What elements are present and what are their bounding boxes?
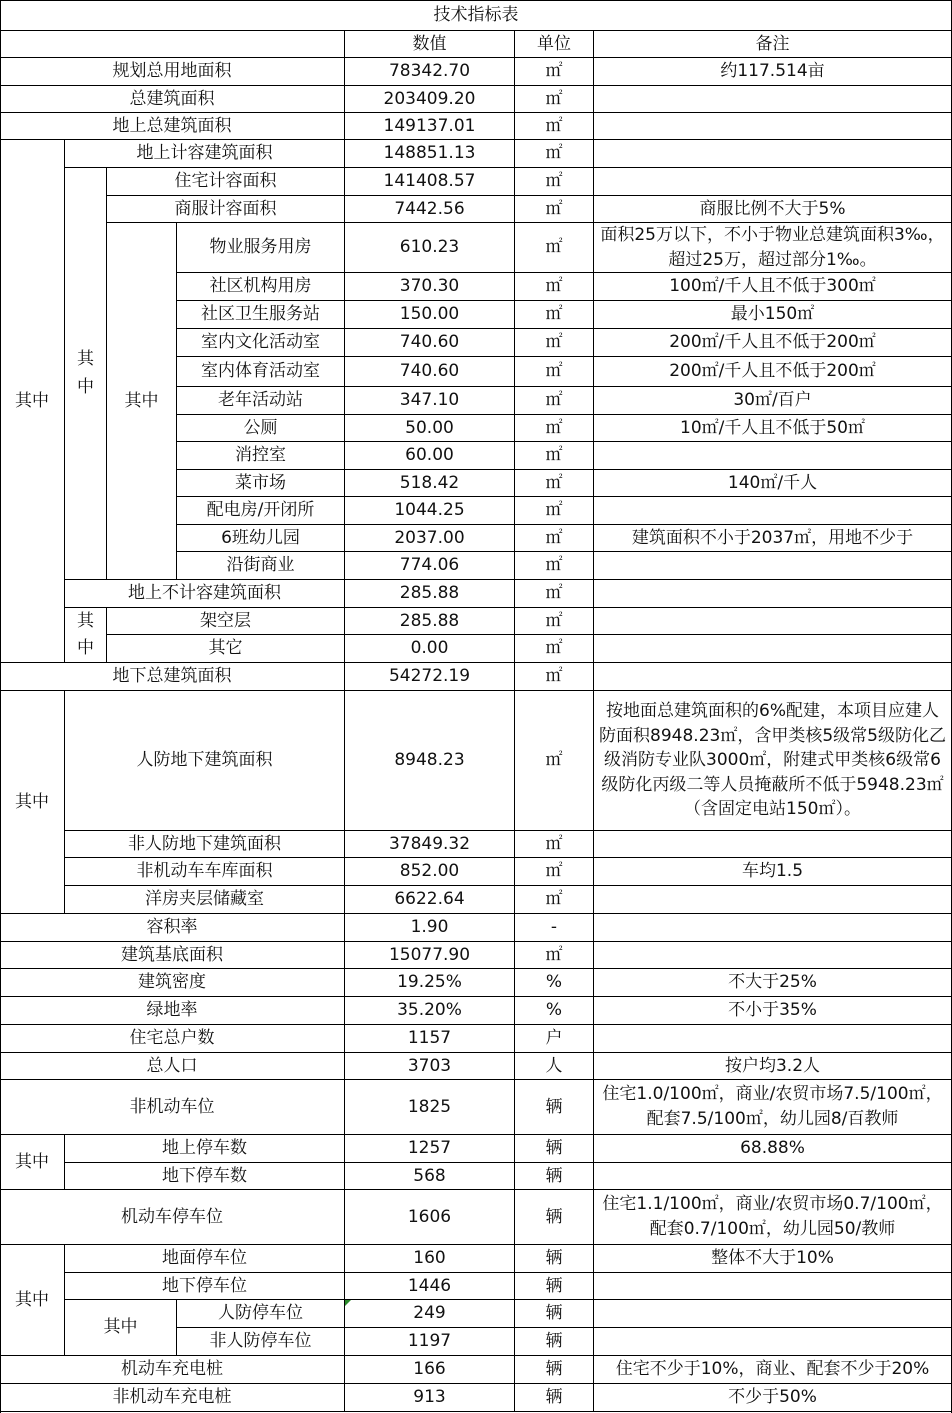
row-remark: 建筑面积不小于2037㎡，用地不少于 <box>594 525 952 552</box>
row-unit: ㎡ <box>515 525 594 552</box>
row-label: 非人防地下建筑面积 <box>65 831 345 858</box>
row-unit: ㎡ <box>515 608 594 635</box>
row-unit: ㎡ <box>515 58 594 86</box>
row-unit: ㎡ <box>515 942 594 969</box>
row-remark <box>594 113 952 140</box>
row-label: 非机动车充电桩 <box>0 1384 345 1412</box>
row-remark <box>594 580 952 608</box>
row-remark: 200㎡/千人且不低于200㎡ <box>594 357 952 387</box>
row-remark: 最小150㎡ <box>594 301 952 329</box>
row-label: 非人防停车位 <box>177 1328 345 1356</box>
row-unit: 辆 <box>515 1273 594 1300</box>
row-value: 1197 <box>345 1328 515 1356</box>
row-value: 1825 <box>345 1080 515 1135</box>
row-value: 740.60 <box>345 329 515 357</box>
row-value: 203409.20 <box>345 86 515 113</box>
row-remark: 不少于50% <box>594 1384 952 1412</box>
row-value: 37849.32 <box>345 831 515 858</box>
group-cell: 其中 <box>0 1245 65 1356</box>
row-label: 非机动车位 <box>0 1080 345 1135</box>
row-remark: 住宅1.1/100㎡，商业/农贸市场0.7/100㎡，配套0.7/100㎡，幼儿园50/教师 <box>594 1190 952 1245</box>
row-label: 物业服务用房 <box>177 223 345 273</box>
row-unit: ㎡ <box>515 858 594 886</box>
row-value: 774.06 <box>345 552 515 580</box>
row-unit: ㎡ <box>515 86 594 113</box>
row-value: 1.90 <box>345 914 515 942</box>
row-value: 8948.23 <box>345 691 515 831</box>
row-label: 地面停车位 <box>65 1245 345 1273</box>
row-value: 740.60 <box>345 357 515 387</box>
row-label: 室内体育活动室 <box>177 357 345 387</box>
row-label: 菜市场 <box>177 470 345 497</box>
row-unit: 辆 <box>515 1080 594 1135</box>
row-label: 消控室 <box>177 442 345 470</box>
row-label: 地下停车位 <box>65 1273 345 1300</box>
row-unit: ㎡ <box>515 329 594 357</box>
row-unit: ㎡ <box>515 831 594 858</box>
row-unit: ㎡ <box>515 113 594 140</box>
row-remark: 不大于25% <box>594 969 952 997</box>
row-label: 室内文化活动室 <box>177 329 345 357</box>
row-remark <box>594 886 952 914</box>
row-unit: 辆 <box>515 1356 594 1384</box>
row-remark: 约117.514亩 <box>594 58 952 86</box>
row-remark: 住宅1.0/100㎡，商业/农贸市场7.5/100㎡，配套7.5/100㎡，幼儿园8/百教师 <box>594 1080 952 1135</box>
row-label: 地上总建筑面积 <box>0 113 345 140</box>
group-label-char: 中 <box>77 638 94 658</box>
group-cell: 其中 <box>65 1300 177 1356</box>
row-remark <box>594 942 952 969</box>
row-label: 配电房/开闭所 <box>177 497 345 525</box>
group-cell: 其中 <box>0 140 65 663</box>
row-remark <box>594 1025 952 1053</box>
group-cell: 其中 <box>107 223 177 580</box>
row-label: 容积率 <box>0 914 345 942</box>
row-unit: ㎡ <box>515 415 594 442</box>
group-label-char: 其 <box>77 349 94 370</box>
row-value: 347.10 <box>345 387 515 415</box>
row-value: 60.00 <box>345 442 515 470</box>
row-value: 54272.19 <box>345 663 515 691</box>
row-remark: 100㎡/千人且不低于300㎡ <box>594 273 952 301</box>
row-value: 285.88 <box>345 580 515 608</box>
row-unit: 辆 <box>515 1384 594 1412</box>
row-label: 机动车充电桩 <box>0 1356 345 1384</box>
row-label: 地上计容建筑面积 <box>65 140 345 168</box>
row-label: 地上停车数 <box>65 1135 345 1163</box>
row-unit: 辆 <box>515 1163 594 1190</box>
group-label-char: 中 <box>77 376 94 397</box>
row-unit: ㎡ <box>515 442 594 470</box>
row-remark <box>594 1163 952 1190</box>
row-label: 人防停车位 <box>177 1300 345 1328</box>
row-label: 社区卫生服务站 <box>177 301 345 329</box>
group-cell: 其中 <box>0 1135 65 1190</box>
row-unit: ㎡ <box>515 301 594 329</box>
row-value: 610.23 <box>345 223 515 273</box>
row-value: 141408.57 <box>345 168 515 196</box>
row-value: 7442.56 <box>345 196 515 223</box>
row-label: 总人口 <box>0 1053 345 1080</box>
row-remark <box>594 914 952 942</box>
row-remark: 200㎡/千人且不低于200㎡ <box>594 329 952 357</box>
row-remark: 住宅不少于10%，商业、配套不少于20% <box>594 1356 952 1384</box>
row-remark <box>594 552 952 580</box>
row-value: 78342.70 <box>345 58 515 86</box>
row-label: 规划总用地面积 <box>0 58 345 86</box>
row-remark: 车均1.5 <box>594 858 952 886</box>
row-remark <box>594 635 952 663</box>
row-unit: 人 <box>515 1053 594 1080</box>
row-value: 0.00 <box>345 635 515 663</box>
row-remark: 按地面总建筑面积的6%配建，本项目应建人防面积8948.23㎡，含甲类核5级常5级防化乙级消防专业队3000㎡，附建式甲类核6级常6级防化丙级二等人员掩蔽所不低于5948.23㎡（含固定电站150㎡）。 <box>594 691 952 831</box>
row-unit: - <box>515 914 594 942</box>
row-remark: 面积25万以下，不小于物业总建筑面积3‰，超过25万，超过部分1‰。 <box>594 223 952 273</box>
row-label: 地下停车数 <box>65 1163 345 1190</box>
row-remark: 140㎡/千人 <box>594 470 952 497</box>
row-value: 249 <box>345 1300 515 1328</box>
row-unit: ㎡ <box>515 635 594 663</box>
header-label-blank <box>0 31 345 58</box>
row-unit: ㎡ <box>515 497 594 525</box>
row-value: 1044.25 <box>345 497 515 525</box>
row-value: 518.42 <box>345 470 515 497</box>
row-label: 总建筑面积 <box>0 86 345 113</box>
row-label: 商服计容面积 <box>107 196 345 223</box>
row-label: 绿地率 <box>0 997 345 1025</box>
row-label: 架空层 <box>107 608 345 635</box>
row-remark <box>594 1328 952 1356</box>
row-unit: ㎡ <box>515 168 594 196</box>
row-label: 建筑密度 <box>0 969 345 997</box>
row-label: 其它 <box>107 635 345 663</box>
row-unit: % <box>515 969 594 997</box>
row-unit: ㎡ <box>515 886 594 914</box>
row-value: 852.00 <box>345 858 515 886</box>
row-value: 1157 <box>345 1025 515 1053</box>
row-remark: 不小于35% <box>594 997 952 1025</box>
row-value: 15077.90 <box>345 942 515 969</box>
row-label: 机动车停车位 <box>0 1190 345 1245</box>
row-label: 6班幼儿园 <box>177 525 345 552</box>
row-remark <box>594 1273 952 1300</box>
row-value: 160 <box>345 1245 515 1273</box>
row-value: 3703 <box>345 1053 515 1080</box>
row-remark <box>594 497 952 525</box>
row-label: 住宅计容面积 <box>107 168 345 196</box>
row-label: 地下总建筑面积 <box>0 663 345 691</box>
row-unit: 辆 <box>515 1245 594 1273</box>
group-cell <box>65 608 107 663</box>
row-remark: 30㎡/百户 <box>594 387 952 415</box>
row-label: 非机动车车库面积 <box>65 858 345 886</box>
row-remark <box>594 168 952 196</box>
row-remark: 整体不大于10% <box>594 1245 952 1273</box>
row-value: 370.30 <box>345 273 515 301</box>
row-value: 148851.13 <box>345 140 515 168</box>
row-remark <box>594 663 952 691</box>
row-remark <box>594 86 952 113</box>
row-value: 35.20% <box>345 997 515 1025</box>
row-value: 150.00 <box>345 301 515 329</box>
row-unit: 辆 <box>515 1300 594 1328</box>
header-unit: 单位 <box>515 31 594 58</box>
row-value: 1446 <box>345 1273 515 1300</box>
row-value: 149137.01 <box>345 113 515 140</box>
row-value: 50.00 <box>345 415 515 442</box>
row-value: 166 <box>345 1356 515 1384</box>
row-value: 285.88 <box>345 608 515 635</box>
header-remark: 备注 <box>594 31 952 58</box>
row-unit: 辆 <box>515 1328 594 1356</box>
row-remark <box>594 442 952 470</box>
row-label: 公厕 <box>177 415 345 442</box>
row-unit: ㎡ <box>515 357 594 387</box>
row-remark: 商服比例不大于5% <box>594 196 952 223</box>
cell-comment-marker <box>345 1300 351 1306</box>
row-unit: ㎡ <box>515 470 594 497</box>
row-remark: 68.88% <box>594 1135 952 1163</box>
row-unit: ㎡ <box>515 273 594 301</box>
group-label-char: 其 <box>77 610 94 631</box>
row-unit: 辆 <box>515 1190 594 1245</box>
row-unit: ㎡ <box>515 580 594 608</box>
row-value: 568 <box>345 1163 515 1190</box>
row-remark <box>594 1300 952 1328</box>
row-unit: ㎡ <box>515 663 594 691</box>
row-label: 社区机构用房 <box>177 273 345 301</box>
row-value: 1257 <box>345 1135 515 1163</box>
row-unit: 辆 <box>515 1135 594 1163</box>
group-cell <box>65 168 107 580</box>
row-value: 913 <box>345 1384 515 1412</box>
row-label: 老年活动站 <box>177 387 345 415</box>
row-value: 2037.00 <box>345 525 515 552</box>
row-remark: 按户均3.2人 <box>594 1053 952 1080</box>
row-label: 地上不计容建筑面积 <box>65 580 345 608</box>
row-value: 19.25% <box>345 969 515 997</box>
row-unit: 户 <box>515 1025 594 1053</box>
row-unit: ㎡ <box>515 387 594 415</box>
row-unit: ㎡ <box>515 223 594 273</box>
row-label: 沿街商业 <box>177 552 345 580</box>
header-value: 数值 <box>345 31 515 58</box>
row-label: 住宅总户数 <box>0 1025 345 1053</box>
row-remark: 10㎡/千人且不低于50㎡ <box>594 415 952 442</box>
row-unit: ㎡ <box>515 140 594 168</box>
row-unit: % <box>515 997 594 1025</box>
row-remark <box>594 831 952 858</box>
row-unit: ㎡ <box>515 691 594 831</box>
row-remark <box>594 608 952 635</box>
table-title: 技术指标表 <box>0 0 952 31</box>
row-value: 1606 <box>345 1190 515 1245</box>
row-remark <box>594 140 952 168</box>
row-unit: ㎡ <box>515 196 594 223</box>
row-label: 建筑基底面积 <box>0 942 345 969</box>
row-unit: ㎡ <box>515 552 594 580</box>
row-label: 人防地下建筑面积 <box>65 691 345 831</box>
row-value: 6622.64 <box>345 886 515 914</box>
row-label: 洋房夹层储藏室 <box>65 886 345 914</box>
group-cell: 其中 <box>0 691 65 914</box>
